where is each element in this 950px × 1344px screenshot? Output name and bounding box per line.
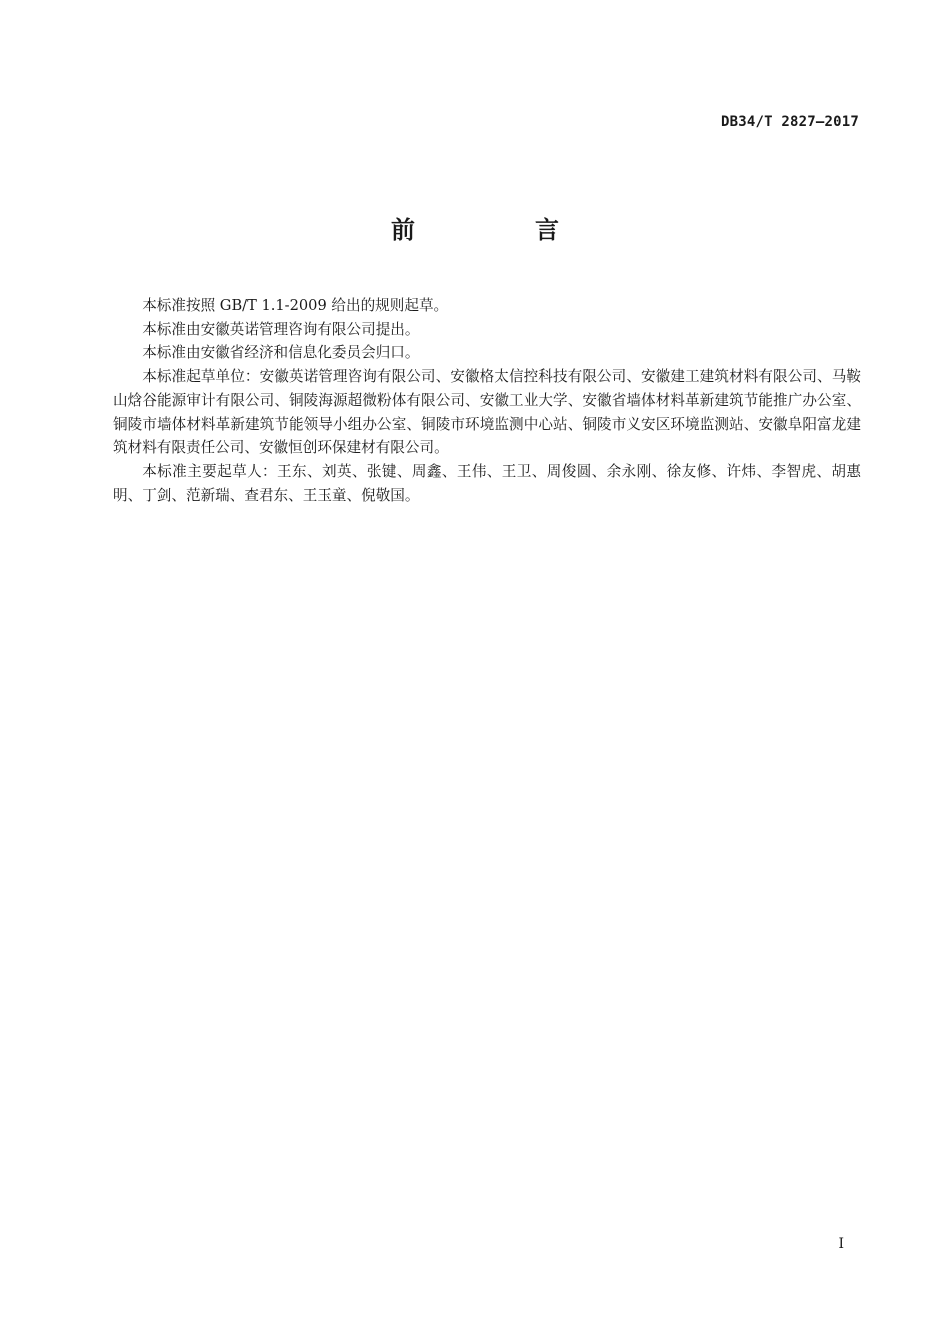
page-title: 前 言: [391, 216, 607, 244]
foreword-body: [113, 294, 861, 507]
paragraph-administrator: 本标准由安徽省经济和信息化委员会归口。: [142, 344, 420, 362]
standard-code: DB34/T 2827—2017: [720, 114, 859, 130]
paragraph-drafters: 本标准主要起草人：王东、刘英、张键、周鑫、王伟、王卫、周俊圆、余永刚、徐友修、许炜、李智虎、胡惠明、丁剑、范新瑞、查君东、王玉童、倪敬国。: [113, 462, 861, 504]
page-number: I: [838, 1236, 844, 1252]
paragraph-drafting-units: 本标准起草单位：安徽英诺管理咨询有限公司、安徽格太信控科技有限公司、安徽建工建筑材料有限公司、马鞍山焓谷能源审计有限公司、铜陵海源超微粉体有限公司、安徽工业大学、安徽省墙体材料革新建筑节能推广办公室、铜陵市墙体材料革新建筑节能领导小组办公室、铜陵市环境监测中心站、铜陵市义安区环境监测站、安徽阜阳富龙建筑材料有限责任公司、安徽恒创环保建材有限公司。: [113, 368, 861, 457]
paragraph-rules: 本标准按照 GB/T 1.1-2009 给出的规则起草。: [142, 297, 449, 314]
paragraph-proposer: 本标准由安徽英诺管理咨询有限公司提出。: [142, 320, 420, 338]
